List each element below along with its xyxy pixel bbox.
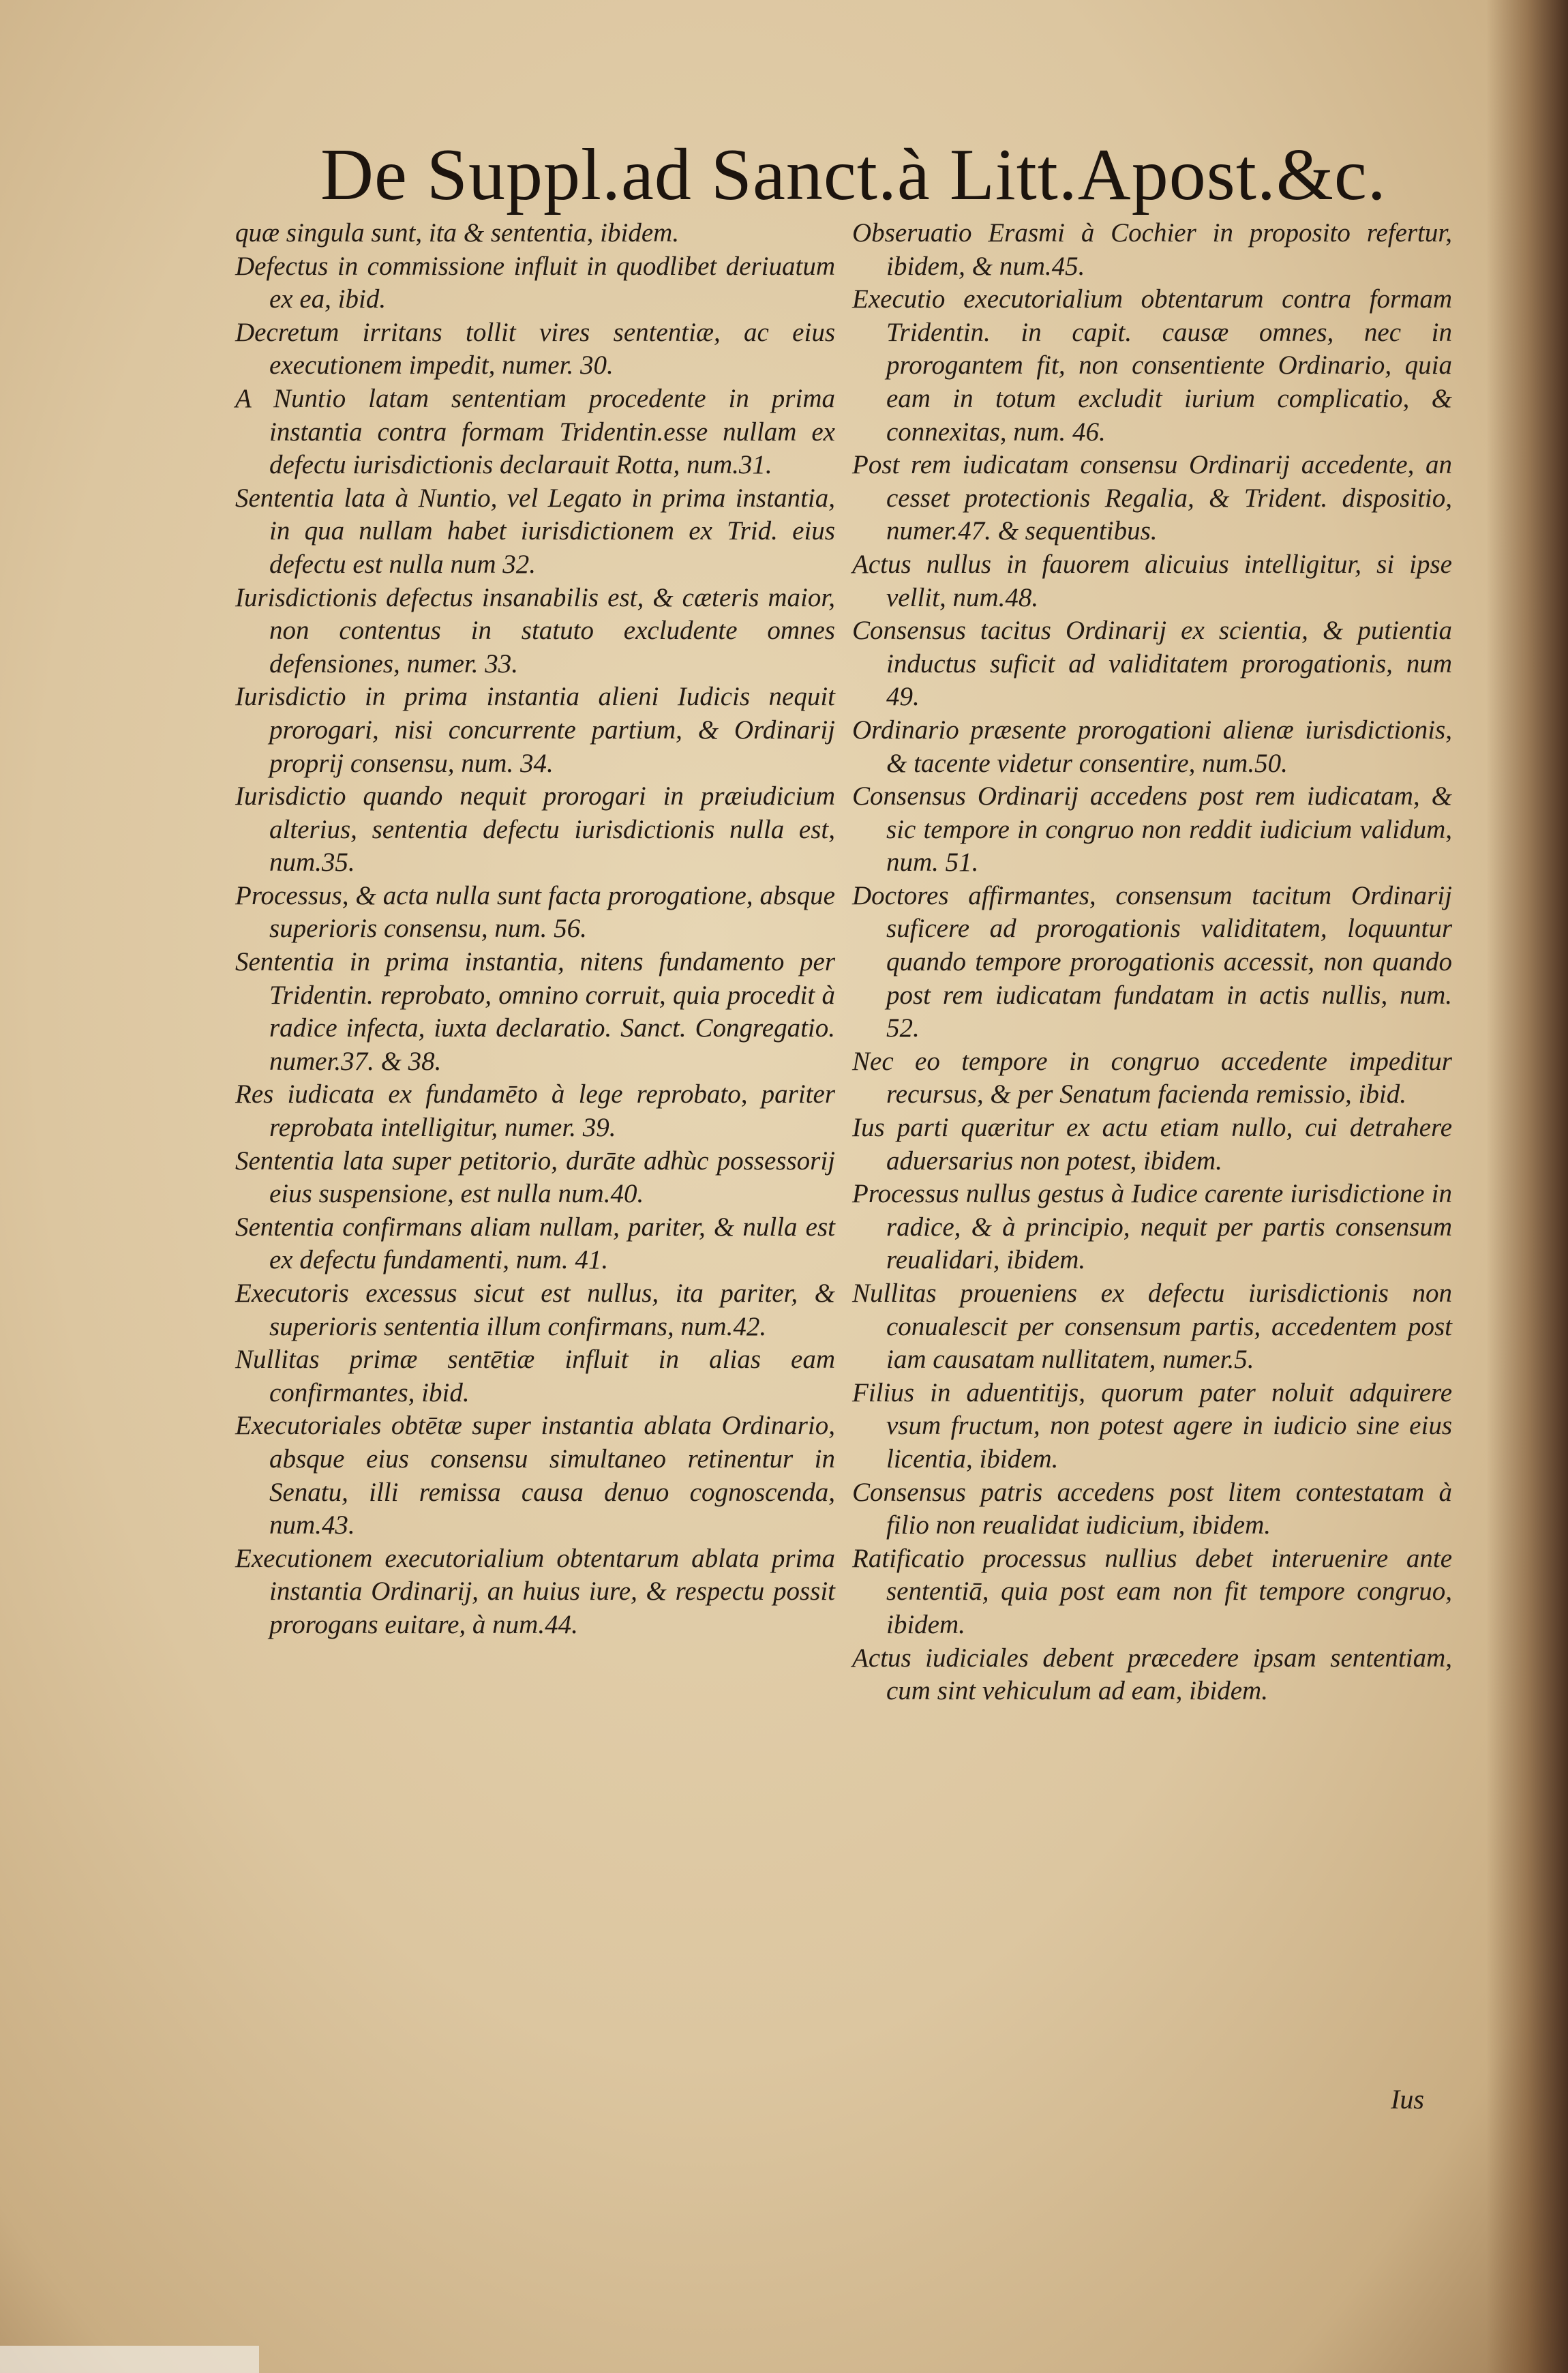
index-entry: Nullitas proueniens ex defectu iurisdictionis non conualescit per consensum partis, accedentem post iam causatam nullitatem, numer.5.	[852, 1279, 1452, 1375]
index-entry: Consensus patris accedens post litem contestatam à filio non reualidat iudicium, ibidem.	[852, 1477, 1452, 1540]
index-entry: Filius in aduentitijs, quorum pater noluit adquirere vsum fructum, non potest agere in iudicio sine eius licentia, ibidem.	[852, 1377, 1452, 1474]
index-entry: Actus nullus in fauorem alicuius intelligitur, si ipse vellit, num.48.	[852, 549, 1452, 612]
index-entry: Executio executorialium obtentarum contra formam Tridentin. in capit. causæ omnes, nec in prorogantem fit, non consentiente Ordinario, quia eam in totum excludit iurium complicatio, & connexitas, num. 46.	[852, 284, 1452, 447]
index-entry: Executionem executorialium obtentarum ablata prima instantia Ordinarij, an huius iure, & respectu possit prorogans euitare, à num.44.	[235, 1543, 835, 1639]
index-entry: Sententia confirmans aliam nullam, pariter, & nulla est ex defectu fundamenti, num. 41.	[235, 1212, 835, 1275]
index-entry: Defectus in commissione influit in quodlibet deriuatum ex ea, ibid.	[235, 251, 835, 314]
index-entry: Executoris excessus sicut est nullus, ita pariter, & superioris sententia illum confirmans, num.42.	[235, 1279, 835, 1341]
index-entry: Post rem iudicatam consensu Ordinarij accedente, an cesset protectionis Regalia, & Trident. dispositio, numer.47. & sequentibus.	[852, 450, 1452, 546]
index-entry: Consensus Ordinarij accedens post rem iudicatam, & sic tempore in congruo non reddit iudicium validum, num. 51.	[852, 781, 1452, 878]
index-entry: Doctores affirmantes, consensum tacitum Ordinarij suficere ad prorogationis validitatem, loquuntur quando tempore prorogationis accessit, non quando post rem iudicatam fundatam in actis nullis, num. 52.	[852, 880, 1452, 1043]
index-entry: Iurisdictio quando nequit prorogari in præiudicium alterius, sententia defectu iurisdictionis nulla est, num.35.	[235, 781, 835, 878]
index-entry: Ratificatio processus nullius debet interuenire ante sententiā, quia post eam non fit tempore congruo, ibidem.	[852, 1543, 1452, 1639]
index-entry: Nec eo tempore in congruo accedente impeditur recursus, & per Senatum facienda remissio, ibid.	[852, 1046, 1452, 1109]
left-column	[235, 217, 835, 1642]
page-gutter-shadow	[1486, 0, 1568, 2373]
index-entry: Processus nullus gestus à Iudice carente iurisdictione in radice, & à principio, nequit per partis consensum reualidari, ibidem.	[852, 1179, 1452, 1275]
index-entry: Executoriales obtētæ super instantia ablata Ordinario, absque eius consensu simultaneo retinentur in Senatu, illi remissa causa denuo cognoscenda, num.43.	[235, 1411, 835, 1540]
index-entry: Res iudicata ex fundamēto à lege reprobato, pariter reprobata intelligitur, numer. 39.	[235, 1079, 835, 1143]
index-entry: Iurisdictio in prima instantia alieni Iudicis nequit prorogari, nisi concurrente partium, & Ordinarij proprij consensu, num. 34.	[235, 682, 835, 778]
index-entry: Nullitas primæ sentētiæ influit in alias eam confirmantes, ibid.	[235, 1345, 835, 1407]
index-entry: Ordinario præsente prorogationi alienæ iurisdictionis, & tacente videtur consentire, num.50.	[852, 715, 1452, 778]
index-entry: Ius parti quæritur ex actu etiam nullo, cui detrahere aduersarius non potest, ibidem.	[852, 1113, 1452, 1176]
index-entry: A Nuntio latam sententiam procedente in prima instantia contra formam Tridentin.esse nullam ex defectu iurisdictionis declarauit Rotta, num.31.	[235, 383, 835, 480]
catchword: Ius	[1391, 2084, 1424, 2115]
index-entry: quæ singula sunt, ita & sententia, ibidem.	[235, 218, 680, 248]
index-entry: Decretum irritans tollit vires sententiæ, ac eius executionem impedit, numer. 30.	[235, 317, 835, 380]
index-entry: Iurisdictionis defectus insanabilis est, & cæteris maior, non contentus in statuto excludente omnes defensiones, numer. 33.	[235, 582, 835, 678]
index-entry: Sententia lata super petitorio, durāte adhùc possessorij eius suspensione, est nulla num.40.	[235, 1146, 835, 1209]
index-entry: Consensus tacitus Ordinarij ex scientia, & putientia inductus suficit ad validitatem prorogationis, num 49.	[852, 616, 1452, 712]
index-entry: Actus iudiciales debent præcedere ipsam sententiam, cum sint vehiculum ad eam, ibidem.	[852, 1643, 1452, 1706]
running-header: De Suppl.ad Sanct.à Litt.Apost.&c.	[320, 134, 1387, 215]
right-column	[852, 217, 1452, 1708]
index-entry: Sententia in prima instantia, nitens fundamento per Tridentin. reprobato, omnino corruit, quia procedit à radice infecta, iuxta declaratio. Sanct. Congregatio. numer.37. & 38.	[235, 947, 835, 1076]
index-entry: Obseruatio Erasmi à Cochier in proposito refertur, ibidem, & num.45.	[852, 218, 1452, 281]
paper-stain	[0, 2346, 259, 2373]
index-entry: Sententia lata à Nuntio, vel Legato in prima instantia, in qua nullam habet iurisdictionem ex Trid. eius defectu est nulla num 32.	[235, 483, 835, 579]
index-entry: Processus, & acta nulla sunt facta prorogatione, absque superioris consensu, num. 56.	[235, 880, 835, 944]
